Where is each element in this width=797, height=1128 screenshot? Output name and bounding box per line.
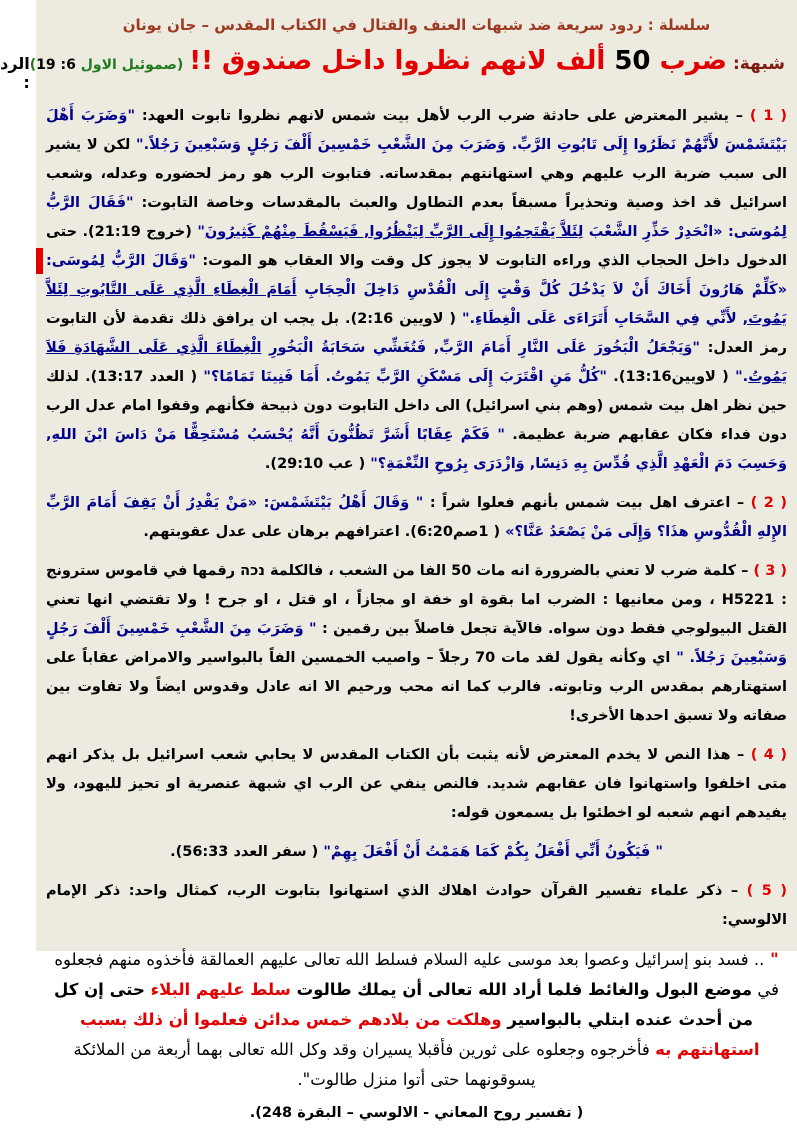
text-run: ( لاويين13:16).: [606, 369, 736, 385]
response-label: الرد :: [0, 54, 30, 92]
text-run: "وَقَالَ الرَّبُّ لِمُوسَى: «كَلِّمْ هَارُونَ أَخَاكَ أَنْ لاَ يَدْخُلَ كُلَّ وَقْتٍ إِلَى الْقُدْسِ دَاخِلَ الْحِجَابِ: [46, 253, 787, 298]
text-run: ( لاويين 2:16). بل يجب ان يرافق ذلك تقدمة لأن التابوت رمز العدل:: [46, 311, 787, 356]
text-run: "وَضَرَبَ أَهْلَ بَيْتَشَمْسَ لأَنَّهُمْ نَظَرُوا إِلَى تَابُوتِ الرَّبِّ. وَضَرَبَ مِنَ الشَّعْبِ خَمْسِينَ أَلْفَ رَجُلٍ وَسَبْعِينَ رَجُلاً.": [46, 108, 787, 153]
text-run: ( تفسير روح المعاني - الالوسي – البقرة 248).: [249, 1105, 584, 1121]
text-run: .": [735, 369, 749, 385]
text-run: – ذكر علماء تفسير القرآن حوادث اهلاك الذي استهانوا بتابوت الرب، كمثال واحد: ذكر الإمام الالوسي:: [46, 883, 787, 928]
text-run: ( عب 29:10).: [264, 456, 371, 472]
text-run: ألف لانهم نظروا داخل صندوق !!: [189, 46, 615, 76]
paragraph-2: [46, 489, 787, 547]
text-run: أَمَامَ الْغِطَاءِ الَّذِي عَلَى التَّابُوتِ لِئَلاَّ يَمُوتَ,: [46, 282, 787, 327]
text-run: لكن لا يشير الى سبب ضربة الرب عليهم وهي استهانتهم بمقدساته. فتابوت الرب هو رمز لحضوره وعدله، وشعب اسرائيل قد اخذ وصية وتحذيراً مسبقاً بعدم التطاول والعبث بالمقدسات وخاصة التابوت:: [46, 137, 787, 211]
text-run: رقمها في قاموس سترونج : H5221 ، ومن معانيها : الضرب اما بقوة او خفة او مجازاً ، او قتل ، او جرح ! ولا تقتضي انها تعني القتل البيولوجي فقط دون سواه. فالآية تجعل فاصلاً بين رقمين :: [46, 563, 787, 637]
text-run: " فَكَمْ عِقَابًا أَشَرَّ تَظُنُّونَ أَنَّهُ يُحْسَبُ مُسْتَحِقًّا مَنْ دَاسَ ابْنَ اللهِ, وَحَسِبَ دَمَ الْعَهْدِ الَّذِي قُدِّسَ بِهِ دَنِسًا, وَازْدَرَى بِرُوحِ النِّعْمَةِ؟": [46, 427, 787, 472]
text-run: سلط عليهم البلاء: [150, 980, 291, 999]
text-run: ( 5 ): [746, 883, 787, 899]
text-run: وهلكت من بلادهم خمس مدائن فعلموا أن ذلك بسبب استهانتهم به: [80, 1010, 760, 1059]
text-run: حتى إن كل من أحدث عنده ابتلي بالبواسير: [54, 980, 753, 1029]
paragraph-3: [46, 557, 787, 731]
text-run: – هذا النص لا يخدم المعترض لأنه يثبت بأن الكتاب المقدس لا يحابي شعب اسرائيل بل يذكر انهم متى اخلفوا واستهانوا فان عقابهم شديد. فالنص ينفي عن الرب اي شبهة عنصرية او تحيز لليهود، ولا يفيدهم انهم شعبه لو اخطئوا بل يسمعون قوله:: [46, 747, 787, 821]
title-row: [0, 44, 789, 102]
text-run: ( 4 ): [750, 747, 787, 763]
text-run: (خروج 21:19). حتى الدخول داخل الحجاب الذي وراءه التابوت لا يجوز كل وقت والا العقاب هو الموت:: [46, 224, 787, 269]
text-run: "كُلُّ مَنِ اقْتَرَبَ إِلَى مَسْكَنِ الرَّبِّ يَمُوتُ. أَمَا فَنِينَا تَمَامًا؟": [203, 369, 607, 385]
paragraph-5: [46, 877, 787, 935]
text-run: "فَقَالَ الرَّبُّ لِمُوسَى: «انْحَدِرْ حَذِّرِ الشَّعْبَ: [46, 195, 787, 240]
text-run: נכה: [240, 563, 265, 579]
text-run: – يشير المعترض على حادثة ضرب الرب لأهل بيت شمس لانهم نظروا تابوت العهد:: [135, 108, 750, 124]
text-run: – اعترف اهل بيت شمس بأنهم فعلوا شراً :: [423, 495, 751, 511]
series-title: سلسلة : ردود سريعة ضد شبهات العنف والقتال في الكتاب المقدس – جان يونان: [122, 16, 711, 34]
text-run: لأَنِّي فِي السَّحَابِ أَتَرَاءَى عَلَى الْغِطَاءِ.": [461, 311, 743, 327]
text-run: ( 2 ): [750, 495, 787, 511]
text-run: ( العدد 13:17). لذلك حين نظر اهل بيت شمس (وهم بني اسرائيل) الى داخل التابوت دون ذبيحة فكأنهم وقفوا امام عدل الرب دون فداء فكان عقابهم ضربة عظيمة.: [46, 369, 787, 443]
text-run: "وَيَجْعَلُ الْبَخُورَ عَلَى النَّارِ أَمَامَ الرَّبِّ, فَتُغَشِّي سَحَابَةُ الْبَخُورِ: [261, 340, 700, 356]
claim-title: [30, 46, 785, 76]
text-run: ( 3 ): [753, 563, 787, 579]
scripture-reference: [30, 57, 184, 73]
text-run: ( 1صم6:20). اعترافهم برهان على عدل عقوبتهم.: [143, 524, 506, 540]
text-run: " وَضَرَبَ مِنَ الشَّعْبِ خَمْسِينَ أَلْفَ رَجُلٍ وَسَبْعِينَ رَجُلاً. ": [46, 621, 787, 666]
tafsir-source: [46, 1099, 787, 1128]
text-run: – كلمة ضرب لا تعني بالضرورة انه مات 50 الفا من الشعب ، فالكلمة: [264, 563, 754, 579]
document-body: [44, 102, 789, 1128]
text-run: فأخرجوه وجعلوه على ثورين فأقبلا يسيران وقد وكل الله تعالى بهما أربعة من الملائكة يسوقونهما حتى أتوا منزل طالوت".: [73, 1040, 656, 1089]
paragraph-4: [46, 741, 787, 828]
text-run: 50: [614, 46, 651, 76]
text-run: ): [29, 57, 37, 73]
text-run: ": [197, 224, 205, 240]
claim-label: شبهة:: [733, 54, 785, 74]
paragraph-1: [46, 102, 787, 479]
text-run: (صموئيل الاول: [75, 57, 184, 73]
alusi-quote: [46, 945, 787, 1095]
red-marker: [36, 248, 43, 274]
text-run: اي وكأنه يقول لقد مات 70 رجلاً – واصيب الخمسين الفاً بالبواسير والامراض عقاباً على استهتارهم بمقدس الرب وتابوته. فالرب كما انه محب ورحيم الا انه عادل وقدوس ايضاً ولا تفاوت بين صفاته ولا تسبق احدها الأخرى!: [46, 650, 787, 724]
text-run: " فَيَكُونُ أَنِّي أَفْعَلُ بِكُمْ كَمَا هَمَمْتُ أَنْ أَفْعَلَ بِهِمْ": [323, 844, 663, 860]
text-run: 6: 19: [36, 57, 76, 73]
text-run: ( 1 ): [749, 108, 787, 124]
text-run: ": [764, 950, 779, 969]
text-run: ضرب: [650, 46, 727, 76]
text-run: .. فسد بنو إسرائيل وعصوا بعد موسى عليه السلام فسلط الله تعالى عليهم العمالقة فأخذوه منهم فجعلوه في: [54, 950, 779, 999]
page-title: [189, 46, 727, 76]
text-run: ( سفر العدد 56:33).: [170, 844, 324, 860]
text-run: موضع البول والغائط فلما أراد الله تعالى أن يملك طالوت: [290, 980, 753, 999]
text-run: لِئَلاَّ يَقْتَحِمُوا إِلَى الرَّبِّ لِيَنْظُرُوا, فَيَسْقُطَ مِنْهُمْ كَثِيرُونَ: [204, 224, 584, 240]
paragraph-4-quote: [46, 838, 787, 867]
text-run: " وَقَالَ أَهْلُ بَيْتَشَمْسَ: «مَنْ يَقْدِرُ أَنْ يَقِفَ أَمَامَ الرَّبِّ الإِلهِ الْقُدُّوسِ هذَا؟ وَإِلَى مَنْ يَصْعَدُ عَنَّا؟»: [46, 495, 787, 540]
text-run: الْغِطَاءَ الَّذِي عَلَى الشَّهَادَةِ فَلاَ يَمُوتُ: [46, 340, 788, 385]
